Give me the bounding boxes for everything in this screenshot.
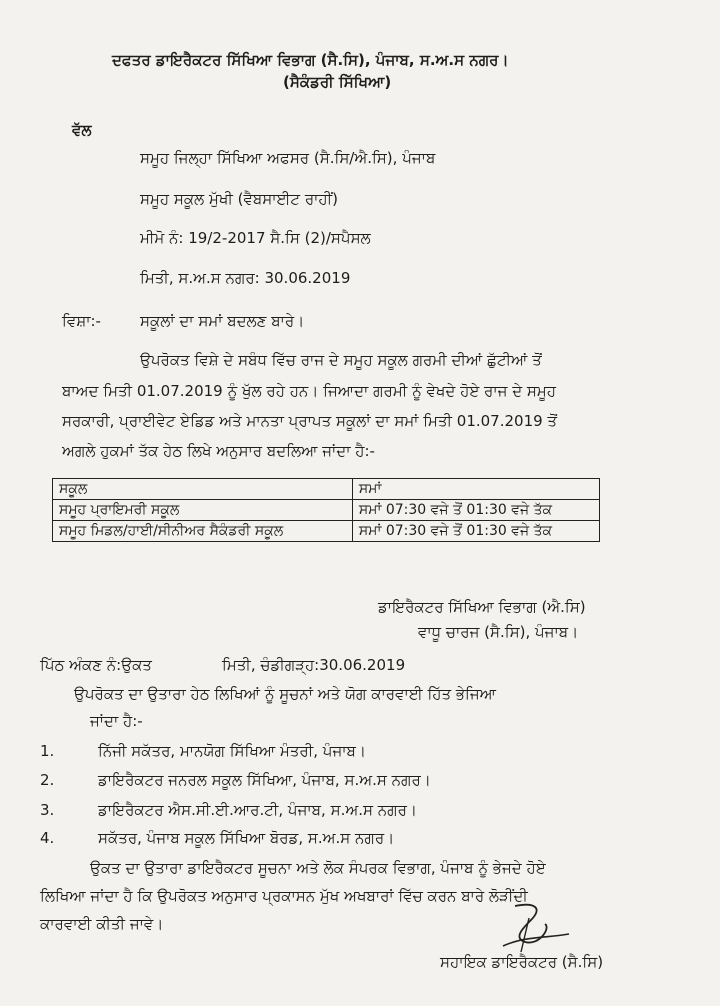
- list-item-number: 1.: [40, 742, 55, 760]
- director-designation: ਡਾਇਰੈਕਟਰ ਸਿੱਖਿਆ ਵਿਭਾਗ (ਐ.ਸਿ): [378, 598, 586, 616]
- list-item-number: 4.: [40, 829, 55, 847]
- table-row: [53, 521, 600, 542]
- body-line-3: ਸਰਕਾਰੀ, ਪ੍ਰਾਈਵੇਟ ਏਡਿਡ ਅਤੇ ਮਾਨਤਾ ਪ੍ਰਾਪਤ ਸਕੂਲਾਂ ਦਾ ਸਮਾਂ ਮਿਤੀ 01.07.2019 ਤੋਂ: [62, 412, 558, 430]
- table-cell-time: ਸਮਾਂ 07:30 ਵਜੇ ਤੋਂ 01:30 ਵਜੇ ਤੱਕ: [352, 521, 599, 542]
- endorsement-intro-2: ਜਾਂਦਾ ਹੈ:-: [90, 712, 143, 730]
- memo-date: ਮਿਤੀ, ਸ.ਅ.ਸ ਨਗਰ: 30.06.2019: [140, 269, 351, 287]
- to-label: ਵੱਲ: [72, 121, 92, 139]
- table-header-row: [53, 479, 600, 500]
- list-item: ਡਾਇਰੈਕਟਰ ਜਨਰਲ ਸਕੂਲ ਸਿੱਖਿਆ, ਪੰਜਾਬ, ਸ.ਅ.ਸ ਨਗਰ।: [98, 771, 431, 789]
- memo-number: ਮੀਮੋ ਨੰ: 19/2-2017 ਸੈ.ਸਿ (2)/ਸਪੈਸਲ: [140, 229, 371, 247]
- recipient-1: ਸਮੂਹ ਜਿਲ੍ਹਾ ਸਿੱਖਿਆ ਅਫਸਰ (ਸੈ.ਸਿ/ਐ.ਸਿ), ਪੰਜਾਬ: [140, 149, 436, 167]
- list-item-number: 2.: [40, 771, 55, 789]
- closing-line-2: ਲਿਖਿਆ ਜਾਂਦਾ ਹੈ ਕਿ ਉਪਰੋਕਤ ਅਨੁਸਾਰ ਪ੍ਰਕਾਸਨ ਮੁੱਖ ਅਖਬਾਰਾਂ ਵਿੱਚ ਕਰਨ ਬਾਰੇ ਲੋੜੀਂਦੀ: [40, 887, 528, 905]
- closing-line-3: ਕਾਰਵਾਈ ਕੀਤੀ ਜਾਵੇ।: [40, 915, 164, 933]
- office-subheader: (ਸੈਕੰਡਰੀ ਸਿੱਖਿਆ): [283, 73, 392, 91]
- list-item: ਨਿੱਜੀ ਸਕੱਤਰ, ਮਾਨਯੋਗ ਸਿੱਖਿਆ ਮੰਤਰੀ, ਪੰਜਾਬ।: [98, 742, 366, 760]
- body-line-4: ਅਗਲੇ ਹੁਕਮਾਂ ਤੱਕ ਹੇਠ ਲਿਖੇ ਅਨੁਸਾਰ ਬਦਲਿਆ ਜਾਂਦਾ ਹੈ:-: [62, 442, 375, 460]
- body-line-1: ਉਪਰੋਕਤ ਵਿਸ਼ੇ ਦੇ ਸਬੰਧ ਵਿੱਚ ਰਾਜ ਦੇ ਸਮੂਹ ਸਕੂਲ ਗਰਮੀ ਦੀਆਂ ਛੁੱਟੀਆਂ ਤੋਂ: [140, 351, 542, 369]
- endorsement-number: ਪਿੱਠ ਅੰਕਣ ਨੰ:ਉਕਤ: [40, 656, 152, 674]
- director-charge: ਵਾਧੂ ਚਾਰਜ (ਸੈ.ਸਿ), ਪੰਜਾਬ।: [418, 623, 579, 641]
- endorsement-date: ਮਿਤੀ, ਚੰਡੀਗੜ੍ਹ:30.06.2019: [222, 656, 406, 674]
- endorsement-intro-1: ਉਪਰੋਕਤ ਦਾ ਉਤਾਰਾ ਹੇਠ ਲਿਖਿਆਂ ਨੂੰ ਸੂਚਨਾਂ ਅਤੇ ਯੋਗ ਕਾਰਵਾਈ ਹਿੱਤ ਭੇਜਿਆ: [74, 685, 497, 703]
- list-item: ਡਾਇਰੈਕਟਰ ਐਸ.ਸੀ.ਈ.ਆਰ.ਟੀ, ਪੰਜਾਬ, ਸ.ਅ.ਸ ਨਗਰ।: [98, 801, 417, 819]
- subject-label: ਵਿਸ਼ਾ:-: [62, 312, 101, 330]
- table-cell-school: ਸਮੂਹ ਪ੍ਰਾਇਮਰੀ ਸਕੂਲ: [53, 500, 353, 521]
- body-line-2: ਬਾਅਦ ਮਿਤੀ 01.07.2019 ਨੂੰ ਖੁੱਲ ਰਹੇ ਹਨ। ਜਿਆਦਾ ਗਰਮੀ ਨੂੰ ਵੇਖਦੇ ਹੋਏ ਰਾਜ ਦੇ ਸਮੂਹ: [62, 382, 556, 400]
- school-timings-table: [52, 478, 600, 542]
- table-cell-time: ਸਮਾਂ 07:30 ਵਜੇ ਤੋਂ 01:30 ਵਜੇ ਤੱਕ: [352, 500, 599, 521]
- recipient-2: ਸਮੂਹ ਸਕੂਲ ਮੁੱਖੀ (ਵੈਬਸਾਈਟ ਰਾਹੀਂ): [140, 190, 338, 208]
- subject-text: ਸਕੂਲਾਂ ਦਾ ਸਮਾਂ ਬਦਲਣ ਬਾਰੇ।: [140, 312, 305, 330]
- signatory-designation: ਸਹਾਇਕ ਡਾਇਰੈਕਟਰ (ਸੈ.ਸਿ): [440, 953, 604, 971]
- table-row: [53, 500, 600, 521]
- table-header-school: ਸਕੂਲ: [53, 479, 353, 500]
- handwritten-signature: [495, 898, 575, 958]
- office-header: ਦਫਤਰ ਡਾਇਰੈਕਟਰ ਸਿੱਖਿਆ ਵਿਭਾਗ (ਸੈ.ਸਿ), ਪੰਜਾਬ, ਸ.ਅ.ਸ ਨਗਰ।: [112, 51, 509, 69]
- list-item-number: 3.: [40, 801, 55, 819]
- table-cell-school: ਸਮੂਹ ਮਿਡਲ/ਹਾਈ/ਸੀਨੀਅਰ ਸੈਕੰਡਰੀ ਸਕੂਲ: [53, 521, 353, 542]
- closing-line-1: ਉਕਤ ਦਾ ਉਤਾਰਾ ਡਾਇਰੈਕਟਰ ਸੂਚਨਾ ਅਤੇ ਲੋਕ ਸੰਪਰਕ ਵਿਭਾਗ, ਪੰਜਾਬ ਨੂੰ ਭੇਜਦੇ ਹੋਏ: [90, 859, 546, 877]
- table-header-time: ਸਮਾਂ: [352, 479, 599, 500]
- list-item: ਸਕੱਤਰ, ਪੰਜਾਬ ਸਕੂਲ ਸਿੱਖਿਆ ਬੋਰਡ, ਸ.ਅ.ਸ ਨਗਰ।: [98, 829, 395, 847]
